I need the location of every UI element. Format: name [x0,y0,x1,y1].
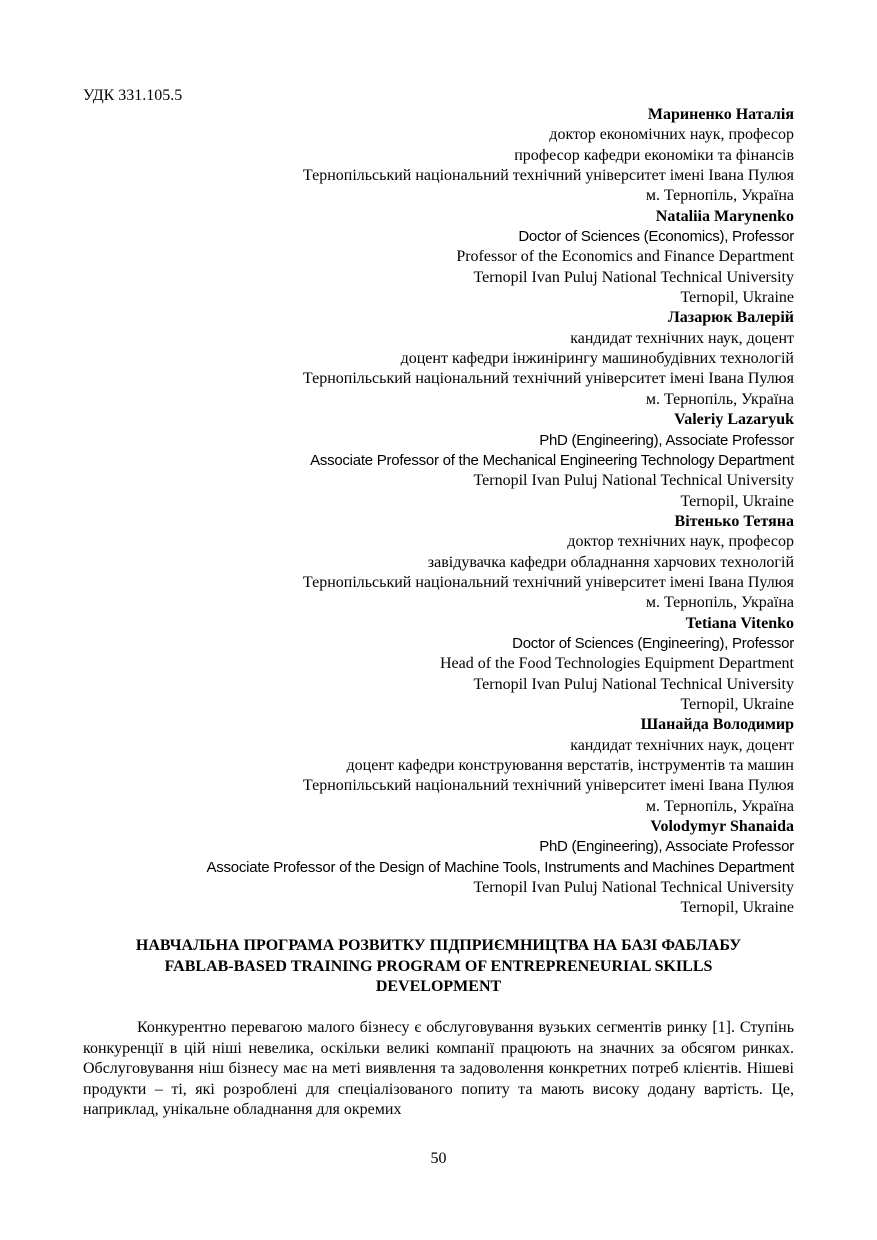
author-name: Tetiana Vitenko [685,614,794,632]
author-line: доцент кафедри інжинірингу машинобудівних технологій [400,350,794,368]
author-position: Associate Professor of the Design of Machine Tools, Instruments and Machines Department [206,858,794,876]
author-name: Volodymyr Shanaida [650,818,794,836]
title-en-line-1: FABLAB-BASED TRAINING PROGRAM OF ENTREPRENEURIAL SKILLS [164,957,713,975]
author-line: Ternopil Ivan Puluj National Technical University [473,675,794,693]
author-name: Nataliia Marynenko [655,207,794,225]
author-line: Ternopil, Ukraine [680,289,794,307]
author-line: м. Тернопіль, Україна [645,594,794,612]
author-line: Ternopil, Ukraine [680,899,794,917]
author-line: професор кафедри економіки та фінансів [514,146,794,164]
author-name: Valeriy Lazaryuk [674,411,794,429]
author-position: Associate Professor of the Mechanical Engineering Technology Department [310,451,794,469]
author-line: Ternopil Ivan Puluj National Technical University [473,472,794,490]
title-ua: НАВЧАЛЬНА ПРОГРАМА РОЗВИТКУ ПІДПРИЄМНИЦТВА НА БАЗІ ФАБЛАБУ [135,937,742,954]
body-paragraph [83,1018,794,1121]
author-line: Ternopil Ivan Puluj National Technical University [473,268,794,286]
author-line: м. Тернопіль, Україна [645,797,794,815]
author-line: Ternopil, Ukraine [680,695,794,713]
author-degree: PhD (Engineering), Associate Professor [539,431,794,449]
paper-title [83,936,794,998]
author-line: Тернопільський національний технічний університет імені Івана Пулюя [302,167,794,185]
author-line: Тернопільський національний технічний університет імені Івана Пулюя [302,370,794,388]
author-line: завідувачка кафедри обладнання харчових технологій [427,553,794,571]
author-line: доктор технічних наук, професор [567,533,794,551]
author-line: Head of the Food Technologies Equipment Department [439,655,794,673]
title-en-line-2: DEVELOPMENT [375,978,502,995]
author-line: доктор економічних наук, професор [549,126,794,144]
udk-code: УДК 331.105.5 [83,87,183,104]
author-line: м. Тернопіль, Україна [645,187,794,205]
author-name: Мариненко Наталія [647,106,794,123]
author-name: Вітенько Тетяна [674,512,794,530]
page-number: 50 [430,1150,447,1167]
author-line: Тернопільський національний технічний університет імені Івана Пулюя [302,777,794,795]
author-name: Лазарюк Валерій [667,309,794,327]
author-line: кандидат технічних наук, доцент [570,329,794,347]
author-line: Professor of the Economics and Finance Department [456,248,794,266]
author-degree: Doctor of Sciences (Economics), Professor [518,228,794,246]
author-line: Ternopil, Ukraine [680,492,794,510]
author-line: доцент кафедри конструювання верстатів, інструментів та машин [346,757,794,774]
author-degree: Doctor of Sciences (Engineering), Professor [512,634,794,652]
author-line: Ternopil Ivan Puluj National Technical University [473,879,794,897]
author-name: Шанайда Володимир [640,716,794,734]
body-text: Конкурентно перевагою малого бізнесу є обслуговування вузьких сегментів ринку [1]. Ступінь конкуренції в цій ніші невелика, оскільки великі компанії працюють на значних за обсягом ринках. Обслуговування ніш бізнесу має на меті виявлення та задоволення конкретних потреб клієнтів. Нішеві продукти – ті, які розроблені для спеціалізованого попиту та мають високу додану вартість. Це, наприклад, унікальне обладнання для окремих [83,1019,794,1118]
author-block [74,105,794,919]
author-degree: PhD (Engineering), Associate Professor [539,838,794,856]
author-line: Тернопільський національний технічний університет імені Івана Пулюя [302,573,794,591]
author-line: м. Тернопіль, Україна [645,390,794,408]
author-line: кандидат технічних наук, доцент [570,736,794,754]
